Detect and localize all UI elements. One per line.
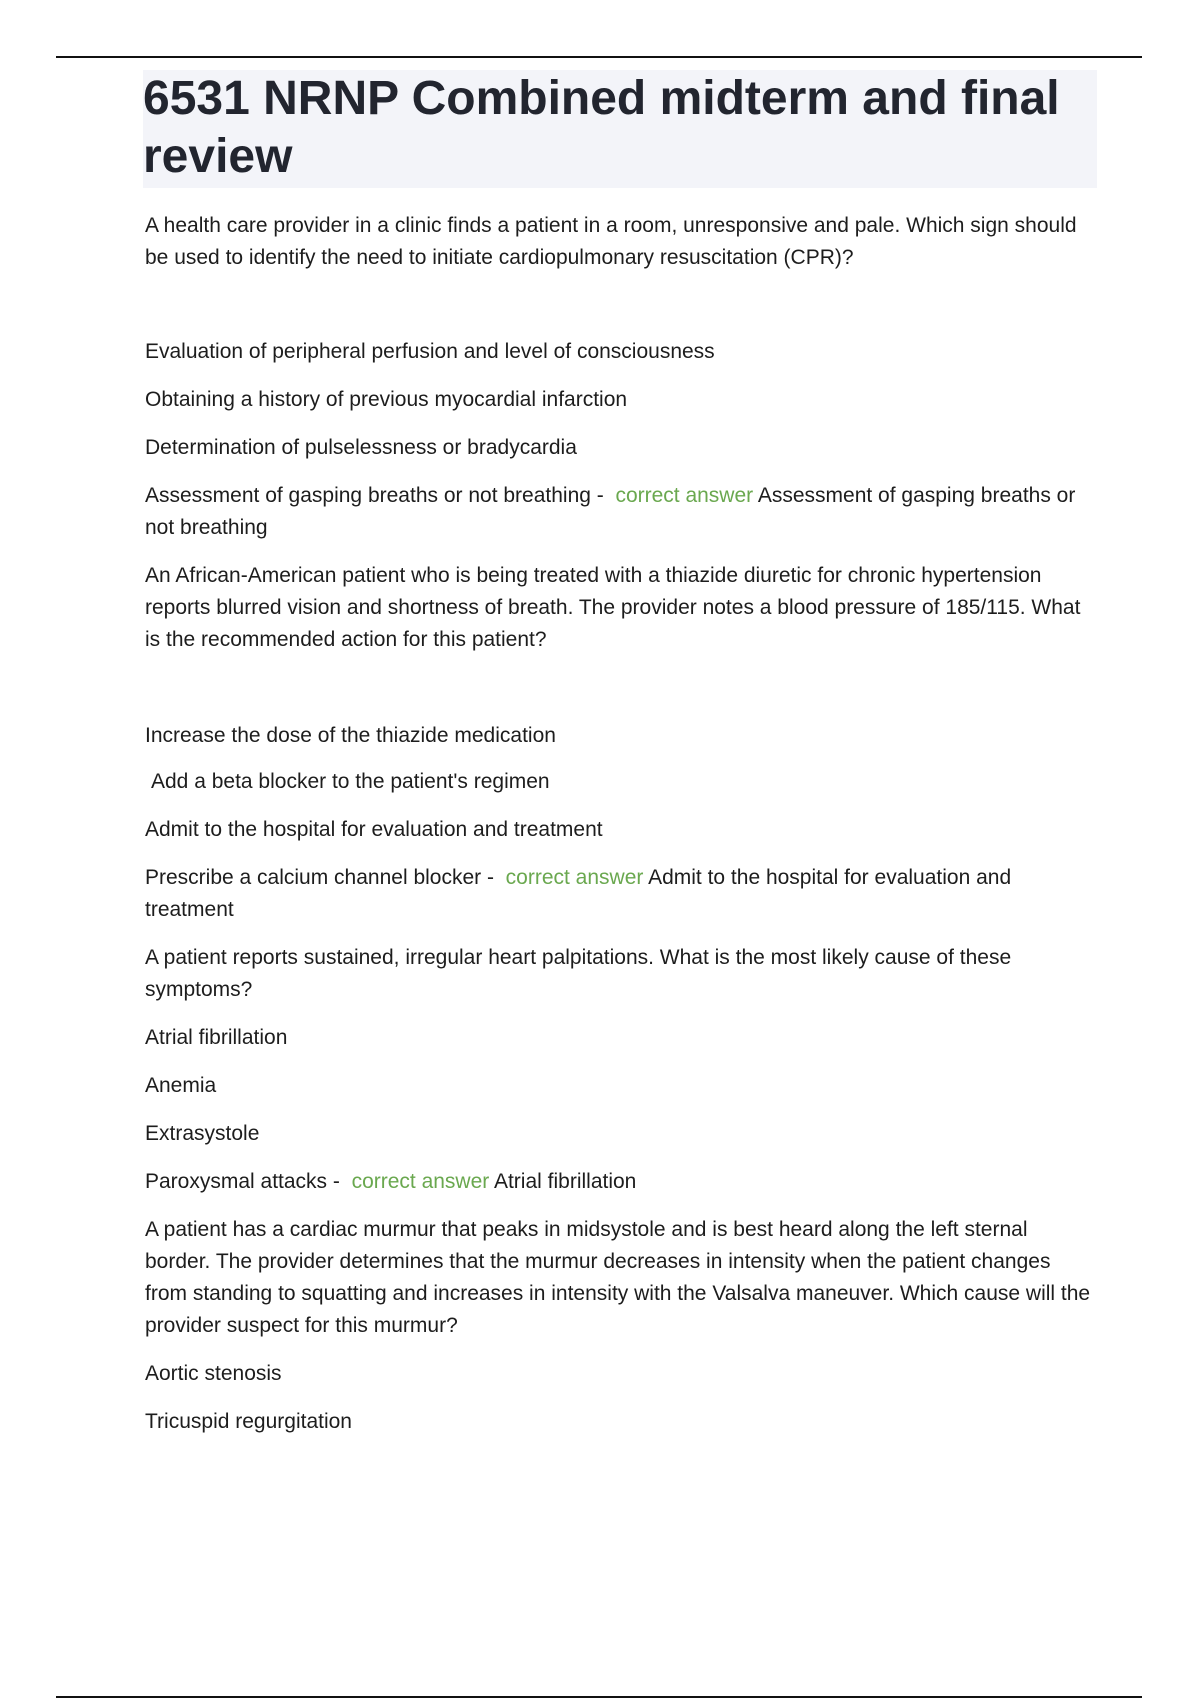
question-block <box>145 210 1095 544</box>
answer-option: Evaluation of peripheral perfusion and level of consciousness <box>145 340 715 363</box>
correct-answer-text: Assessment of gasping breaths or not breathing <box>145 484 1076 539</box>
answer-option: Atrial fibrillation <box>145 1026 288 1049</box>
answer-option-text: Paroxysmal attacks - <box>145 1170 340 1193</box>
answer-option: Add a beta blocker to the patient's regimen <box>151 770 550 793</box>
top-rule <box>56 56 1142 58</box>
question-text: A patient has a cardiac murmur that peaks in midsystole and is best heard along the left sternal border. The provider determines that the murmur decreases in intensity when the patient changes from standing to squatting and increases in intensity with the Valsalva maneuver. Which cause will the provider suspect for this murmur? <box>145 1218 1091 1337</box>
question-text: A health care provider in a clinic finds a patient in a room, unresponsive and pale. Which sign should be used to identify the need to initiate cardiopulmonary resuscitation (CPR)? <box>145 214 1077 269</box>
correct-answer-text: Admit to the hospital for evaluation and treatment <box>145 866 1012 921</box>
question-block <box>145 1214 1095 1438</box>
answer-option: Determination of pulselessness or bradycardia <box>145 436 577 459</box>
question-block <box>145 942 1095 1198</box>
question-text: An African-American patient who is being treated with a thiazide diuretic for chronic hypertension reports blurred vision and shortness of breath. The provider notes a blood pressure of 185/115. What is the recommended action for this patient? <box>145 564 1081 651</box>
answer-option: Aortic stenosis <box>145 1362 282 1385</box>
answer-option-with-key <box>145 1166 1095 1198</box>
answer-option-with-key <box>145 862 1095 926</box>
title-banner <box>143 70 1097 188</box>
answer-option-text: Assessment of gasping breaths or not breathing - <box>145 484 604 507</box>
correct-answer-text: Atrial fibrillation <box>493 1170 637 1193</box>
answer-option-with-key <box>145 480 1095 544</box>
question-block <box>145 560 1095 926</box>
answer-option-text: Prescribe a calcium channel blocker - <box>145 866 494 889</box>
answer-option: Anemia <box>145 1074 217 1097</box>
answer-option: Increase the dose of the thiazide medication <box>145 724 556 747</box>
correct-answer-label: correct answer <box>505 866 644 889</box>
answer-option: Admit to the hospital for evaluation and treatment <box>145 818 603 841</box>
answer-option: Extrasystole <box>145 1122 260 1145</box>
correct-answer-label: correct answer <box>615 484 754 507</box>
page-title: 6531 NRNP Combined midterm and final review <box>143 72 1060 183</box>
question-text: A patient reports sustained, irregular heart palpitations. What is the most likely cause of these symptoms? <box>145 946 1012 1001</box>
document-body <box>145 70 1095 1438</box>
answer-option: Obtaining a history of previous myocardial infarction <box>145 388 628 411</box>
bottom-rule <box>56 1696 1142 1698</box>
correct-answer-label: correct answer <box>351 1170 490 1193</box>
answer-option: Tricuspid regurgitation <box>145 1410 352 1433</box>
